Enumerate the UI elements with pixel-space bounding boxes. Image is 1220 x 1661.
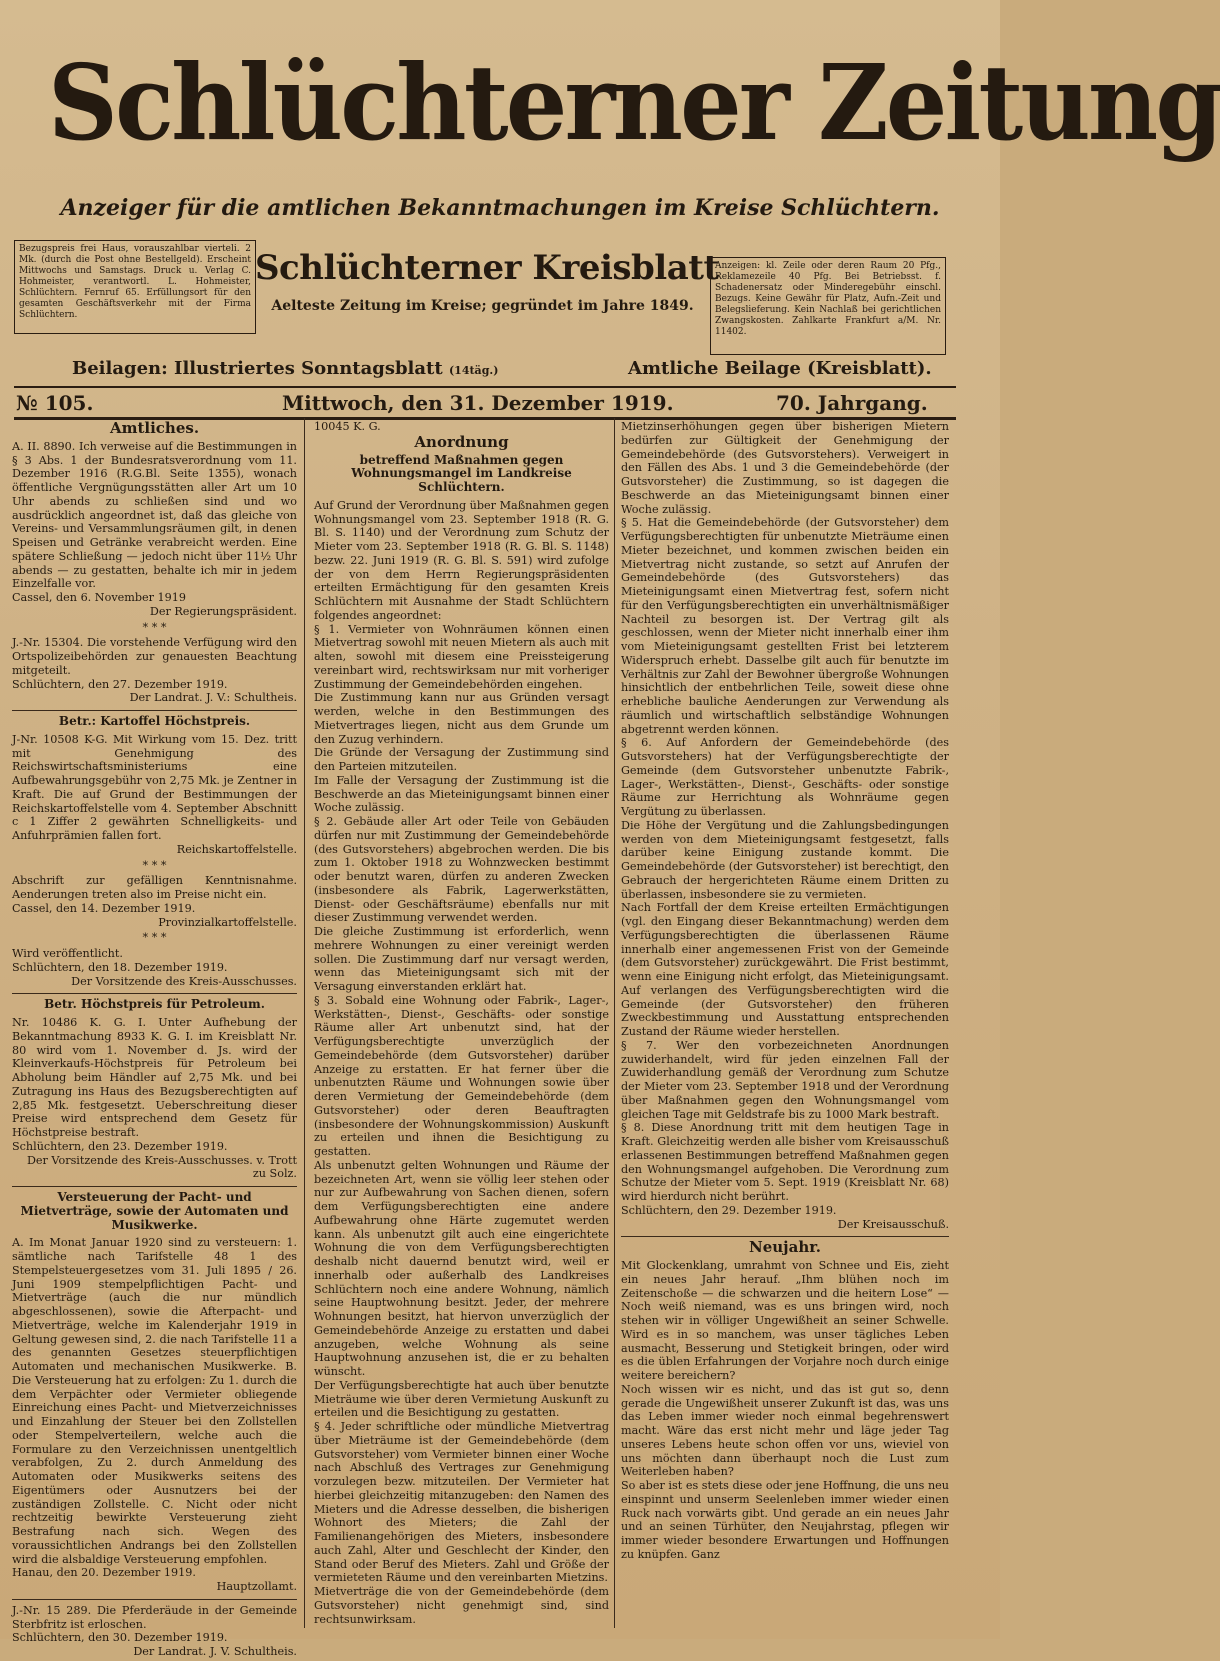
separator-stars: * * * xyxy=(142,858,167,872)
article-text: J.-Nr. 15 289. Die Pferderäude in der Gemeinde Sterbfritz ist erloschen. xyxy=(12,1603,297,1631)
article-paragraph: § 7. Wer den vorbezeichneten Anordnungen zuwiderhandelt, wird für jeden einzelnen Fall der Zuwiderhandlung gemäß der Verordnung zum Schutze der Mieter vom 23. September 1918 und der Verordnung über Maßnahmen gegen den Wohnungsmangel vom gleichen Tage mit Geldstrafe bis zu 1000 Mark bestraft. xyxy=(621,1038,949,1121)
column-divider xyxy=(304,418,305,1628)
article-paragraph: Mietzinserhöhungen gegen über bisherigen Mietern bedürfen zur Gültigkeit der Genehmigung der Gemeindebehörde (des Gutsvorstehers). Verweigert in den Fällen des Abs. 1 und 3 die Gemeindebehörde (der Gutsvorsteher) die Zustimmung, so ist dagegen die Beschwerde an das Mieteinigungsamt binnen einer Woche zulässig. xyxy=(621,420,949,516)
divider xyxy=(12,1599,297,1600)
article-paragraph: § 5. Hat die Gemeindebehörde (der Gutsvorsteher) dem Verfügungsberechtigten für unbenutzte Mieträume einen Mieter bezeichnet, und kommen zwischen beiden ein Mietvertrag nicht zustande, so setzt auf Anrufen der Gemeindebehörde (des Gutsvorstehers) das Mieteinigungsamt einen Mietvertrag fest, sofern nicht für den Verfügungsberechtigten ein unverhältnismäßiger Nachteil zu besorgen ist. Der Vertrag gilt als geschlossen, wenn der Mieter nicht innerhalb einer ihm vom Mieteinigungsamt gestellten Frist bei letzterem Widerspruch erhebt. Dasselbe gilt auch für benutzte im Verhältnis zur Zahl der Bewohner übergroße Wohnungen hinsichtlich der entbehrlichen Teile, soweit diese ohne erhebliche bauliche Aenderungen zur Verwendung als räumlich und wirtschaftlich selbständige Wohnungen abgetrennt werden können. xyxy=(621,516,949,736)
reference-number: 10045 K. G. xyxy=(314,420,381,433)
article-text: J-Nr. 10508 K-G. Mit Wirkung vom 15. Dez. tritt mit Genehmigung des Reichswirtschaftsministeriums eine Aufbewahrungsgebühr von 2,75 Mk. je Zentner in Kraft. Die auf Grund der Bestimmungen der Reichskartoffelstelle vom 4. September Abschnitt c 1 Ziffer 2 gewährten Schnelligkeits- und Anfuhrprämien fallen fort. xyxy=(12,732,297,842)
section-heading-anordnung: Anordnung xyxy=(414,432,509,451)
article-signature: Der Vorsitzende des Kreis-Ausschusses. xyxy=(71,974,297,988)
article-date: Hanau, den 20. Dezember 1919. xyxy=(12,1566,196,1580)
article-paragraph: § 2. Gebäude aller Art oder Teile von Gebäuden dürfen nur mit Zustimmung der Gemeindebehörde (des Gutsvorstehers) abgebrochen werden. Die bis zum 1. Oktober 1918 zu Wohnzwecken bestimmt oder benutzt waren, dürfen zu anderen Zwecken (insbesondere als Fabrik, Lagerwerkstätten, Dienst- oder Geschäftsräume) ebenfalls nur mit dieser Zustimmung verwendet werden. xyxy=(314,815,609,925)
subscription-info-box: Bezugspreis frei Haus, vorauszahlbar vierteli. 2 Mk. (durch die Post ohne Bestellgeld). Erscheint Mittwochs und Samstags. Druck u. Verlag C. Hohmeister, verantwortl. L. Hohmeister, Schlüchtern. Fernruf 65. Erfüllungsort für den gesamten Geschäftsverkehr mit der Firma Schlüchtern. xyxy=(14,240,256,334)
issue-date: Mittwoch, den 31. Dezember 1919. xyxy=(282,391,674,415)
section-heading-petroleum: Betr. Höchstpreis für Petroleum. xyxy=(44,997,265,1012)
top-rule xyxy=(14,386,956,388)
article-signature: Der Vorsitzende des Kreis-Ausschusses. v. Trott zu Solz. xyxy=(26,1153,297,1181)
section-subheading-anordnung: betreffend Maßnahmen gegen Wohnungsmangel im Landkreise Schlüchtern. xyxy=(351,452,572,494)
article-signature: Provinzialkartoffelstelle. xyxy=(158,915,297,929)
section-heading-steuer: Versteuerung der Pacht- und Mietverträge, sowie der Automaten und Musikwerke. xyxy=(20,1190,289,1232)
article-paragraph: Die Gründe der Versagung der Zustimmung sind den Parteien mitzuteilen. xyxy=(314,746,609,773)
newspaper-subtitle: Anzeiger für die amtlichen Bekanntmachungen im Kreise Schlüchtern. xyxy=(60,195,940,221)
article-paragraph: § 3. Sobald eine Wohnung oder Fabrik-, Lager-, Werkstätten-, Dienst-, Geschäfts- oder sonstige Räume aller Art unbenutzt sind, hat der Verfügungsberechtigte unverzüglich der Gemeindebehörde (dem Gutsvorsteher) darüber Anzeige zu erstatten. Er hat ferner über die unbenutzten Räume und Wohnungen sowie über deren Vermietung der Gemeindebehörde (dem Gutsvorsteher) oder deren Beauftragten (insbesondere der Wohnungskommission) Auskunft zu erteilen und ihnen die Besichtigung zu gestatten. xyxy=(314,993,609,1158)
article-paragraph: Als unbenutzt gelten Wohnungen und Räume der bezeichneten Art, wenn sie völlig leer stehen oder nur zur Aufbewahrung von Sachen dienen, sofern dem Verfügungsberechtigten eine andere Aufbewahrung ohne Härte zugemutet werden kann. Als unbenutzt gilt auch eine eingerichtete Wohnung die von dem Verfügungsberechtigten deshalb nicht dauernd benutzt wird, weil er innerhalb oder außerhalb des Landkreises Schlüchtern noch eine andere Wohnung, nämlich seine Hauptwohnung besitzt. Jeder, der mehrere Wohnungen besitzt, hat hiervon unverzüglich der Gemeindebehörde Anzeige zu erstatten und dabei anzugeben, welche Wohnung als seine Hauptwohnung anzusehen ist, die er zu behalten wünscht. xyxy=(314,1158,609,1378)
founding-line: Aelteste Zeitung im Kreise; gegründet im Jahre 1849. xyxy=(271,298,694,314)
article-paragraph: § 6. Auf Anfordern der Gemeindebehörde (des Gutsvorstehers) hat der Verfügungsberechtigte der Gemeinde (dem Gutsvorsteher unbenutzte Fabrik-, Lager-, Werkstätten-, Dienst-, Geschäfts- oder sonstige Räume zur Herrichtung als Wohnräume gegen Vergütung zu überlassen. xyxy=(621,736,949,818)
article-date: Schlüchtern, den 27. Dezember 1919. xyxy=(12,677,228,691)
divider xyxy=(12,993,297,994)
supplements-note: (14täg.) xyxy=(448,364,499,377)
article-paragraph: Die Zustimmung kann nur aus Gründen versagt werden, welche in den Bestimmungen des Mietvertrages liegen, nicht aus dem Grunde um den Zuzug verhindern. xyxy=(314,691,609,746)
article-paragraph: Mit Glockenklang, umrahmt von Schnee und Eis, zieht ein neues Jahr herauf. „Ihm blühen noch im Zeitenschoße — die schwarzen und die heitern Lose“ — Noch weiß niemand, was es uns bringen wird, noch stehen wir in völliger Ungewißheit an seiner Schwelle. Wird es in so manchem, was unser tägliches Leben ausmacht, Besserung und Stetigkeit bringen, oder wird es die üblen Erfahrungen der Vorjahre noch durch einige weitere bereichern? xyxy=(621,1259,949,1382)
divider xyxy=(621,1236,949,1237)
supplements-label: Beilagen: Illustriertes Sonntagsblatt xyxy=(72,358,443,379)
article-paragraph: Die Höhe der Vergütung und die Zahlungsbedingungen werden von dem Mieteinigungsamt festgesetzt, falls darüber keine Einigung zustande kommt. Die Gemeindebehörde (der Gutsvorsteher) ist berechtigt, den Gebrauch der hergerichteten Räume einem Dritten zu überlassen, insbesondere sie zu vermieten. xyxy=(621,818,949,901)
newspaper-title: Schlüchterner Zeitung xyxy=(48,41,1220,164)
section-heading-kartoffel: Betr.: Kartoffel Höchstpreis. xyxy=(58,714,251,728)
article-date: Schlüchtern, den 30. Dezember 1919. xyxy=(12,1631,228,1645)
article-paragraph: Mietverträge die von der Gemeindebehörde (dem Gutsvorsteher) nicht genehmigt sind, sind rechtsunwirksam. xyxy=(314,1585,609,1626)
official-supplement: Amtliche Beilage (Kreisblatt). xyxy=(628,358,932,379)
separator-stars: * * * xyxy=(142,931,167,945)
article-paragraph: Nach Fortfall der dem Kreise erteilten Ermächtigungen (vgl. den Eingang dieser Bekanntmachung) werden dem Verfügungsberechtigten die überlassenen Räume innerhalb einer angemessenen Frist von der Gemeinde (dem Gutsvorsteher) zurückgewährt. Die Frist bestimmt, wenn eine Einigung nicht erfolgt, das Mieteinigungsamt. Auf verlangen des Verfügungsberechtigten wird die Gemeinde (der Gutsvorsteher) den früheren Zweckbestimmung und Ausstattung entsprechenden Zustand der Räume wieder herstellen. xyxy=(621,901,949,1038)
article-text: Abschrift zur gefälligen Kenntnisnahme. Aenderungen treten also im Preise nicht ein. xyxy=(12,874,297,901)
article-paragraph: Im Falle der Versagung der Zustimmung ist die Beschwerde an das Mieteinigungsamt binnen einer Woche zulässig. xyxy=(314,773,609,815)
article-signature: Hauptzollamt. xyxy=(216,1580,297,1593)
article-date: Schlüchtern, den 18. Dezember 1919. xyxy=(12,960,228,974)
column-1 xyxy=(12,420,297,1661)
article-signature: Der Landrat. J. V. Schultheis. xyxy=(133,1645,297,1658)
article-paragraph: § 1. Vermieter von Wohnräumen können einen Mietvertrag sowohl mit neuen Mietern als auch mit alten, sowohl mit diesem eine Preissteigerung vereinbart wird, rechtswirksam nur mit vorheriger Zustimmung der Gemeindebehörden eingehen. xyxy=(314,622,609,691)
column-divider xyxy=(614,418,615,1628)
supplements-line xyxy=(72,358,498,379)
separator-stars: * * * xyxy=(142,620,167,634)
column-3 xyxy=(621,420,949,1562)
column-2 xyxy=(314,420,609,1626)
issue-number: № 105. xyxy=(16,391,94,415)
article-text: A. Im Monat Januar 1920 sind zu versteuern: 1. sämtliche nach Tarifstelle 48 1 des Stempelsteuergesetzes vom 31. Juli 1895 / 26. Juni 1909 stempelpflichtigen Pacht- und Mietverträge (auch die nur mündlich abgeschlossenen), sowie die Afterpacht- und Mietverträge, welche im Kalenderjahr 1919 in Geltung gewesen sind, 2. die nach Tarifstelle 11 a des genannten Gesetzes steuerpflichtigen Automaten und mechanischen Musikwerke. B. Die Versteuerung hat zu erfolgen: Zu 1. durch die dem Verpächter oder Vermieter obliegende Einreichung eines Pacht- und Mietverzeichnisses und Einzahlung der Steuer bei den Zollstellen oder Stempelverteilern, welche auch die Formulare zu den Verzeichnissen unentgeltlich verabfolgen, Zu 2. durch Anmeldung des Automaten oder Musikwerks seitens des Eigentümers oder Ausnutzers bei der zuständigen Zollstelle. C. Nicht oder nicht rechtzeitig bewirkte Versteuerung zieht Bestrafung nach sich. Wegen des voraussichtlichen Andrangs bei den Zollstellen wird die alsbaldige Versteuerung empfohlen. xyxy=(12,1236,297,1566)
article-text: A. II. 8890. Ich verweise auf die Bestimmungen in § 3 Abs. 1 der Bundesratsverordnung vom 11. Dezember 1916 (R.G.Bl. Seite 1355), wonach öffentliche Vergnügungsstätten aller Art um 10 Uhr abends zu schließen sind und wo ausdrücklich angeordnet ist, daß das gleiche von Vereins- und Versammlungsräumen gilt, in denen Speisen und Getränke verabreicht werden. Eine spätere Schließung — jedoch nicht über 11½ Uhr abends — zu gestatten, behalte ich mir in jedem Einzelfalle vor. xyxy=(12,439,297,591)
article-paragraph: § 8. Diese Anordnung tritt mit dem heutigen Tage in Kraft. Gleichzeitig werden alle bisher vom Kreisausschuß erlassenen Bestimmungen betreffend Maßnahmen gegen den Wohnungsmangel aufgehoben. Die Verordnung zum Schutze der Mieter vom 5. Sept. 1919 (Kreisblatt Nr. 68) wird hierdurch nicht berührt. xyxy=(621,1121,949,1203)
article-paragraph: § 4. Jeder schriftliche oder mündliche Mietvertrag über Mieträume ist der Gemeindebehörde (dem Gutsvorsteher) vom Vermieter binnen einer Woche nach Abschluß des Vertrages zur Genehmigung vorzulegen bezw. mitzuteilen. Der Vermieter hat hierbei gleichzeitig mitanzugeben: den Namen des Mieters und die Adresse desselben, die bisherigen Wohnort des Mieters; die Zahl der Familienangehörigen des Mieters, insbesondere auch Zahl, Alter und Geschlecht der Kinder, den Stand oder Beruf des Mieters. Zahl und Größe der vermieteten Räume und den vereinbarten Mietzins. xyxy=(314,1420,609,1585)
article-paragraph: Die gleiche Zustimmung ist erforderlich, wenn mehrere Wohnungen zu einer vereinigt werden sollen. Die Zustimmung darf nur versagt werden, wenn das Mieteinigungsamt sich mit der Versagung einverstanden erklärt hat. xyxy=(314,925,609,993)
article-paragraph: Der Verfügungsberechtigte hat auch über benutzte Mieträume wie über deren Vermietung Auskunft zu erteilen und die Besichtigung zu gestatten. xyxy=(314,1378,609,1420)
article-signature: Der Kreisausschuß. xyxy=(837,1217,949,1231)
article-paragraph: Auf Grund der Verordnung über Maßnahmen gegen Wohnungsmangel vom 23. September 1918 (R. G. Bl. S. 1140) und der Verordnung zum Schutz der Mieter vom 23. September 1918 (R. G. Bl. S. 1148) bezw. 22. Juni 1919 (R. G. Bl. S. 591) wird zufolge der von dem Herrn Regierungspräsidenten erteilten Ermächtigung für den gesamten Kreis Schlüchtern mit Ausnahme der Stadt Schlüchtern folgendes angeordnet: xyxy=(314,498,610,622)
advertising-info-box: Anzeigen: kl. Zeile oder deren Raum 20 Pfg., Reklamezeile 40 Pfg. Bei Betriebsst. f. Schadenersatz oder Minderegebühr einschl. Bezugs. Keine Gewähr für Platz, Aufn.-Zeit und Belegslieferung. Kein Nachlaß bei gerichtlichen Zwangskosten. Zahlkarte Frankfurt a/M. Nr. 11402. xyxy=(710,257,946,355)
volume: 70. Jahrgang. xyxy=(776,391,928,415)
section-heading-neujahr: Neujahr. xyxy=(749,1238,821,1257)
article-text: Wird veröffentlicht. xyxy=(12,947,123,960)
article-signature: Reichskartoffelstelle. xyxy=(176,842,297,856)
article-signature: Der Regierungspräsident. xyxy=(149,604,297,618)
article-date: Schlüchtern, den 29. Dezember 1919. xyxy=(621,1203,837,1217)
article-text: J.-Nr. 15304. Die vorstehende Verfügung wird den Ortspolizeibehörden zur genauesten Beachtung mitgeteilt. xyxy=(12,636,297,677)
article-paragraph: Noch wissen wir es nicht, und das ist gut so, denn gerade die Ungewißheit unserer Zukunft ist das, was uns das Leben immer wieder noch einmal begehrenswert macht. Wäre das erst nicht mehr und läge jeder Tag unseres Lebens heute schon offen vor uns, wieviel von uns möchten dann überhaupt noch die Lust zum Weiterleben haben? xyxy=(621,1382,949,1479)
article-date: Schlüchtern, den 23. Dezember 1919. xyxy=(12,1139,228,1153)
article-text: Nr. 10486 K. G. I. Unter Aufhebung der Bekanntmachung 8933 K. G. I. im Kreisblatt Nr. 80 wird vom 1. November d. Js. wird der Kleinverkaufs-Höchstpreis für Petroleum bei Abholung beim Händler auf 2,75 Mk. und bei Zutragung ins Haus des Bezugsberechtigten auf 2,85 Mk. festgesetzt. Ueberschreitung dieser Preise wird entsprechend dem Gesetz für Höchstpreise bestraft. xyxy=(12,1016,297,1139)
divider xyxy=(12,710,297,711)
article-paragraph: So aber ist es stets diese oder jene Hoffnung, die uns neu einspinnt und unserm Seelenleben immer wieder einen Ruck nach vorwärts gibt. Und gerade an ein neues Jahr und an seinen Türhüter, den Neujahrstag, pflegen wir immer wieder besondere Erwartungen und Hoffnungen zu knüpfen. Ganz xyxy=(621,1479,949,1561)
section-heading-amtliches: Amtliches. xyxy=(109,419,200,437)
article-signature: Der Landrat. J. V.: Schultheis. xyxy=(129,691,297,705)
article-date: Cassel, den 14. Dezember 1919. xyxy=(12,901,196,915)
divider xyxy=(12,1186,297,1187)
kreisblatt-title: Schlüchterner Kreisblatt xyxy=(255,248,719,288)
article-date: Cassel, den 6. November 1919 xyxy=(12,591,187,604)
